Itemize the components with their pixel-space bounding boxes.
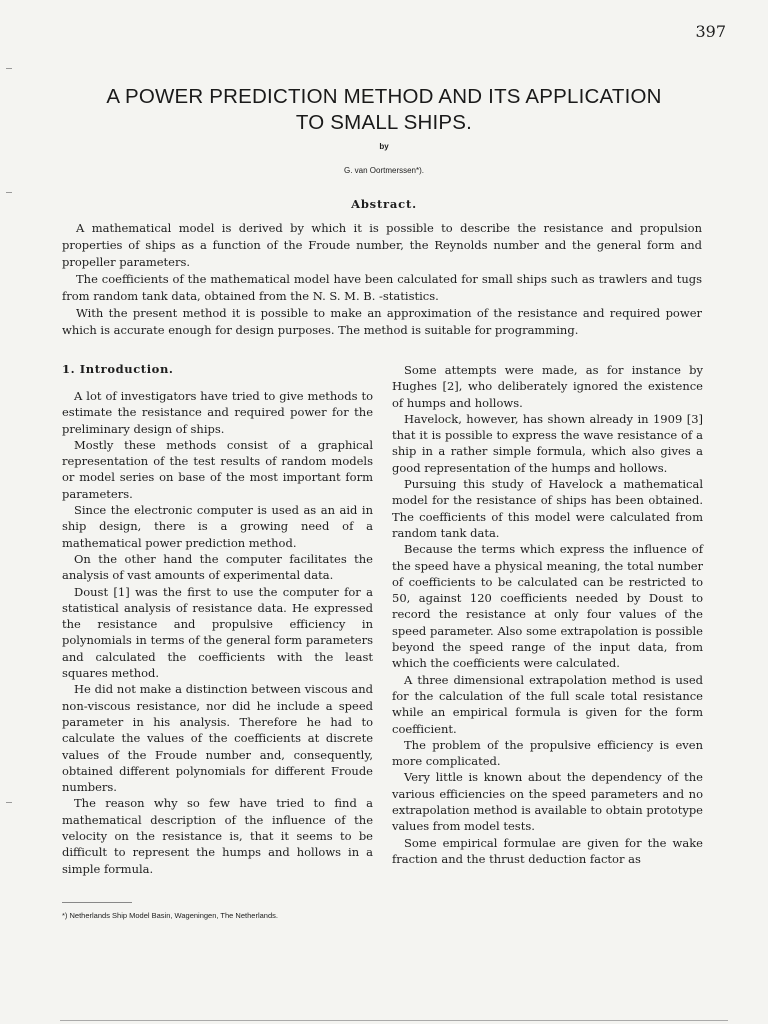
margin-mark [6, 802, 12, 803]
body-paragraph: Havelock, however, has shown already in 1909 [3] that it is possible to express the wave resistance of a ship in a rather simple formula, which also gives a good representation of the humps and hollows. [392, 411, 703, 475]
title-line: TO SMALL SHIPS. [295, 111, 473, 134]
abstract-paragraph: With the present method it is possible to make an approximation of the resistance and required power which is accurate enough for design purposes. The method is suitable for programming. [62, 306, 702, 337]
body-paragraph: A lot of investigators have tried to give methods to estimate the resistance and required power for the preliminary design of ships. [62, 389, 373, 436]
footnote-rule [62, 902, 132, 903]
page-number: 397 [695, 22, 726, 41]
body-paragraph: He did not make a distinction between viscous and non-viscous resistance, nor did he include a speed parameter in his analysis. Therefore he had to calculate the values of the coefficients at discrete values of the Froude number and, consequently, obtained different polynomials for different Froude numbers. [62, 682, 373, 795]
author: G. van Oortmerssen*). [343, 166, 425, 175]
body-paragraph: The reason why so few have tried to find a mathematical description of the influence of the velocity on the resistance is, that it seems to be difficult to represent the humps and hollows in a simple formula. [62, 796, 373, 876]
left-column [62, 362, 373, 877]
body-paragraph: Since the electronic computer is used as an aid in ship design, there is a growing need of a mathematical power prediction method. [62, 503, 373, 550]
byline-by: by [379, 142, 389, 151]
body-paragraph: Doust [1] was the first to use the computer for a statistical analysis of resistance data. He expressed the resistance and propulsive efficiency in polynomials in terms of the general form parameters and calculated the coefficients with the least squares method. [62, 584, 373, 681]
body-paragraph: Some attempts were made, as for instance by Hughes [2], who deliberately ignored the existence of humps and hollows. [392, 363, 703, 410]
body-paragraph: Very little is known about the dependency of the various efficiencies on the speed parameters and no extrapolation method is available to obtain prototype values from model tests. [392, 770, 703, 834]
body-paragraph: On the other hand the computer facilitates the analysis of vast amounts of experimental data. [62, 551, 373, 583]
body-paragraph: The problem of the propulsive efficiency is even more complicated. [392, 737, 703, 769]
paper-title [40, 84, 728, 136]
footnote: *) Netherlands Ship Model Basin, Wageningen, The Netherlands. [62, 911, 278, 920]
abstract-paragraph: The coefficients of the mathematical model have been calculated for small ships such as trawlers and tugs from random tank data, obtained from the N. S. M. B. -statistics. [62, 272, 702, 303]
body-paragraph: Pursuing this study of Havelock a mathematical model for the resistance of ships has been obtained. The coefficients of this model were calculated from random tank data. [392, 477, 703, 540]
section-heading: 1. Introduction. [62, 362, 174, 376]
title-line: A POWER PREDICTION METHOD AND ITS APPLICATION [106, 85, 662, 108]
margin-mark [6, 68, 12, 69]
abstract-heading: Abstract. [351, 197, 417, 211]
abstract [62, 220, 702, 339]
margin-mark [6, 192, 12, 193]
page-bottom-rule [60, 1020, 728, 1021]
right-column [392, 362, 703, 867]
body-paragraph: A three dimensional extrapolation method is used for the calculation of the full scale total resistance while an empirical formula is given for the form coefficient. [392, 672, 703, 736]
body-paragraph: Because the terms which express the influence of the speed have a physical meaning, the total number of coefficients to be calculated can be restricted to 50, against 120 coefficients needed by Doust to record the resistance at only four values of the speed parameter. Also some extrapolation is possible beyond the speed range of the input data, from which the coefficients were calculated. [392, 542, 703, 671]
body-paragraph: Mostly these methods consist of a graphical representation of the test results of random models or model series on base of the most important form parameters. [62, 437, 373, 501]
body-paragraph: Some empirical formulae are given for the wake fraction and the thrust deduction factor as [392, 835, 703, 866]
abstract-paragraph: A mathematical model is derived by which it is possible to describe the resistance and propulsion properties of ships as a function of the Froude number, the Reynolds number and the general form and propeller parameters. [62, 221, 702, 269]
